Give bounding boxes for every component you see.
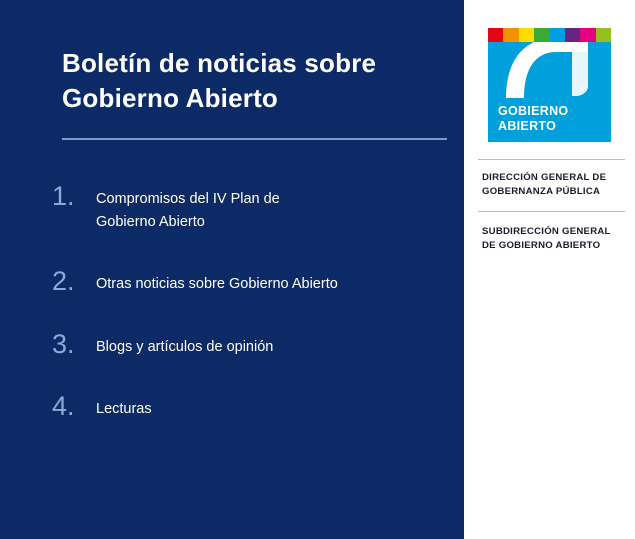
- stripe-yellow: [519, 28, 534, 42]
- list-item[interactable]: [40, 267, 424, 295]
- slide-right-panel: [464, 0, 635, 539]
- org-subunit-line1: SUBDIRECCIÓN GENERAL: [482, 225, 611, 237]
- org-subunit-line2: DE GOBIERNO ABIERTO: [482, 239, 601, 251]
- stripe-green: [534, 28, 549, 42]
- logo-divider: [478, 159, 625, 160]
- logo-wordmark-line1: GOBIERNO: [498, 104, 569, 119]
- org-subunit: [482, 225, 617, 253]
- title-divider: [62, 138, 447, 140]
- stripe-orange: [503, 28, 518, 42]
- stripe-blue: [550, 28, 565, 42]
- logo-wordmark-line2: ABIERTO: [498, 118, 557, 133]
- table-of-contents: [40, 182, 424, 420]
- toc-label: [96, 182, 280, 233]
- org-unit-line1: DIRECCIÓN GENERAL DE: [482, 172, 607, 183]
- org-divider: [478, 211, 625, 212]
- stripe-purple: [565, 28, 580, 42]
- page-title: [62, 46, 422, 116]
- toc-label: [96, 392, 152, 420]
- gobierno-abierto-logo: [488, 28, 611, 142]
- page-title-line1: Boletín de noticias sobre: [62, 48, 377, 78]
- toc-label-line1: Otras noticias sobre Gobierno Abierto: [96, 276, 338, 293]
- toc-number: 1.: [52, 181, 75, 212]
- toc-label: [96, 267, 338, 295]
- page-title-line2: Gobierno Abierto: [62, 83, 279, 114]
- logo-wordmark: [498, 104, 568, 133]
- list-item[interactable]: [40, 330, 424, 358]
- stripe-magenta: [580, 28, 595, 42]
- toc-label-line1: Compromisos del IV Plan de: [96, 191, 280, 208]
- list-item[interactable]: [40, 392, 424, 420]
- list-item[interactable]: [40, 182, 424, 233]
- swoosh-icon: [502, 42, 598, 100]
- org-unit: [482, 171, 617, 199]
- toc-label-line2: Gobierno Abierto: [96, 213, 205, 230]
- toc-number: 3.: [52, 328, 75, 359]
- toc-label: [96, 330, 273, 358]
- stripe-red: [488, 28, 503, 42]
- logo-body: [488, 42, 611, 142]
- toc-number: 4.: [52, 391, 75, 422]
- org-unit-line2: GOBERNANZA PÚBLICA: [482, 185, 601, 197]
- toc-label-line1: Lecturas: [96, 401, 152, 418]
- toc-number: 2.: [52, 266, 75, 297]
- stripe-lime: [596, 28, 611, 42]
- logo-color-stripes: [488, 28, 611, 42]
- toc-label-line1: Blogs y artículos de opinión: [96, 338, 274, 355]
